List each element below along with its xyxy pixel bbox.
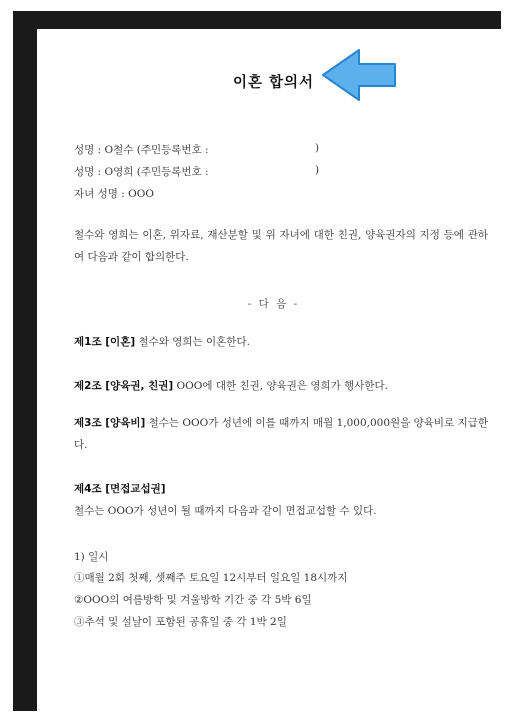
- party-1-id-close: ): [315, 142, 320, 154]
- party-2-id-label: (주민등록번호 :: [136, 166, 209, 178]
- article-1-title: 제1조 [이혼]: [74, 336, 136, 348]
- schedule-item-2: ②OOO의 여름방학 및 겨울방학 기간 중 각 5박 6일: [74, 594, 312, 606]
- schedule-item-1: ①매월 2회 첫째, 셋째주 토요일 12시부터 일요일 18시까지: [74, 572, 348, 584]
- article-3-body: 철수는 OOO가 성년에 이를 때까지 매월 1,000,000원을 양육비로 지급한다.: [74, 417, 488, 451]
- document-page: [37, 29, 510, 714]
- party-2-name: O영희: [104, 166, 134, 178]
- party-2-label: 성명 :: [74, 166, 102, 178]
- left-arrow-icon: [319, 47, 401, 102]
- article-2-title: 제2조 [양육권, 친권]: [74, 380, 174, 392]
- party-1-row: [74, 142, 209, 157]
- article-4-title: 제4조 [면접교섭권]: [74, 483, 166, 495]
- article-4-body: 철수는 OOO가 성년이 될 때까지 다음과 같이 면접교섭할 수 있다.: [74, 505, 377, 517]
- document-frame: [13, 11, 501, 711]
- article-4-title-row: [74, 478, 488, 500]
- article-2: [74, 375, 488, 397]
- article-3-title: 제3조 [양육비]: [74, 417, 146, 429]
- child-label: 자녀 성명 :: [74, 188, 125, 200]
- party-1-name: O철수: [104, 144, 134, 156]
- child-name: OOO: [128, 188, 154, 200]
- article-3: [74, 412, 488, 456]
- article-2-body: OOO에 대한 친권, 양육권은 영희가 행사한다.: [173, 380, 389, 392]
- section-heading: - 다 음 -: [247, 298, 300, 310]
- party-2-id-close: ): [315, 164, 320, 176]
- document-title: 이혼 합의서: [232, 75, 315, 91]
- article-1-body: 철수와 영희는 이혼한다.: [135, 336, 250, 348]
- intro-paragraph: 철수와 영희는 이혼, 위자료, 재산분할 및 위 자녀에 대한 친권, 양육권자의 지정 등에 관하여 다음과 같이 합의한다.: [74, 229, 488, 263]
- party-1-id-label: (주민등록번호 :: [136, 144, 209, 156]
- child-row: [74, 186, 154, 201]
- schedule-heading: 1) 일시: [74, 551, 109, 563]
- schedule-item-3: ③추석 및 설날이 포함된 공휴일 중 각 1박 2일: [74, 616, 287, 628]
- article-1: [74, 331, 488, 353]
- party-1-label: 성명 :: [74, 144, 102, 156]
- party-2-row: [74, 164, 209, 179]
